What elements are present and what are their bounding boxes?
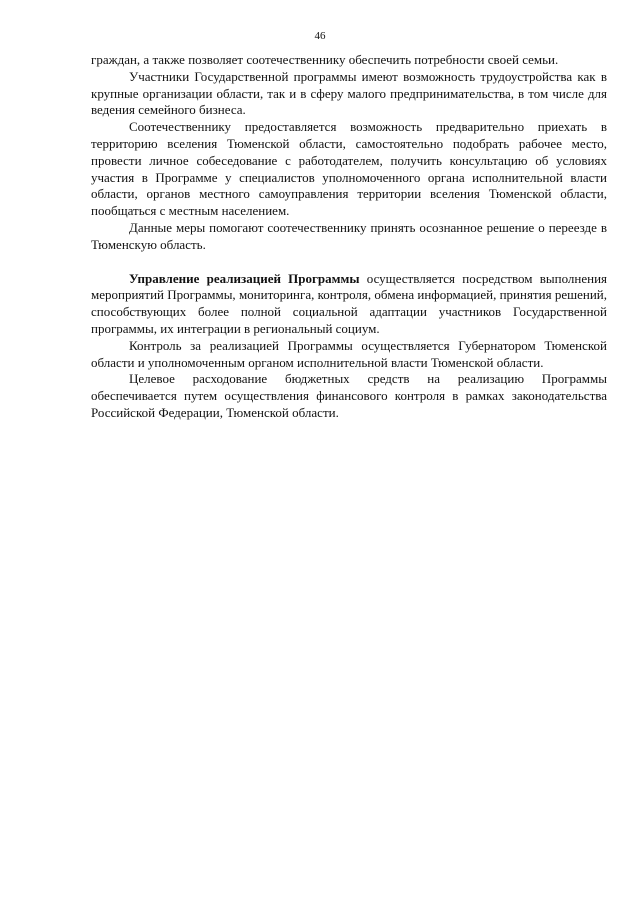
management-text: осуществляется посредством выполнения мероприятий Программы, мониторинга, контроля, обмена информацией, принятия решений, способствующих более полной социальной адаптации участников Государственной программы, их интеграции в региональный социум. — [91, 270, 608, 336]
page-number: 46 — [314, 30, 326, 42]
document-body — [91, 52, 607, 422]
paragraph-continuation: граждан, а также позволяет соотечественнику обеспечить потребности своей семьи. — [91, 52, 559, 67]
paragraph-measures: Данные меры помогают соотечественнику принять осознанное решение о переезде в Тюменскую область. — [91, 219, 607, 252]
paragraph-gap — [91, 254, 607, 271]
paragraph-management — [91, 271, 607, 338]
management-heading: Управление реализацией Программы — [129, 270, 360, 286]
paragraph-budget: Целевое расходование бюджетных средств на реализацию Программы обеспечивается путем осуществления финансового контроля в рамках законодательства Российской Федерации, Тюменской области. — [91, 371, 607, 420]
paragraph-control: Контроль за реализацией Программы осуществляется Губернатором Тюменской области и уполномоченным органом исполнительной власти Тюменской области. — [91, 337, 607, 370]
paragraph-participants: Участники Государственной программы имеют возможность трудоустройства как в крупные организации области, так и в сферу малого предпринимательства, в том числе для ведения семейного бизнеса. — [91, 68, 607, 118]
paragraph-compatriot-visit: Соотечественнику предоставляется возможность предварительно приехать в территорию вселения Тюменской области, самостоятельно подобрать рабочее место, провести личное собеседование с работодателем, получить консультацию об условиях участия в Программе у специалистов уполномоченного органа исполнительной власти области, органов местного самоуправления территории вселения Тюменской области, пообщаться с местным населением. — [91, 119, 607, 219]
